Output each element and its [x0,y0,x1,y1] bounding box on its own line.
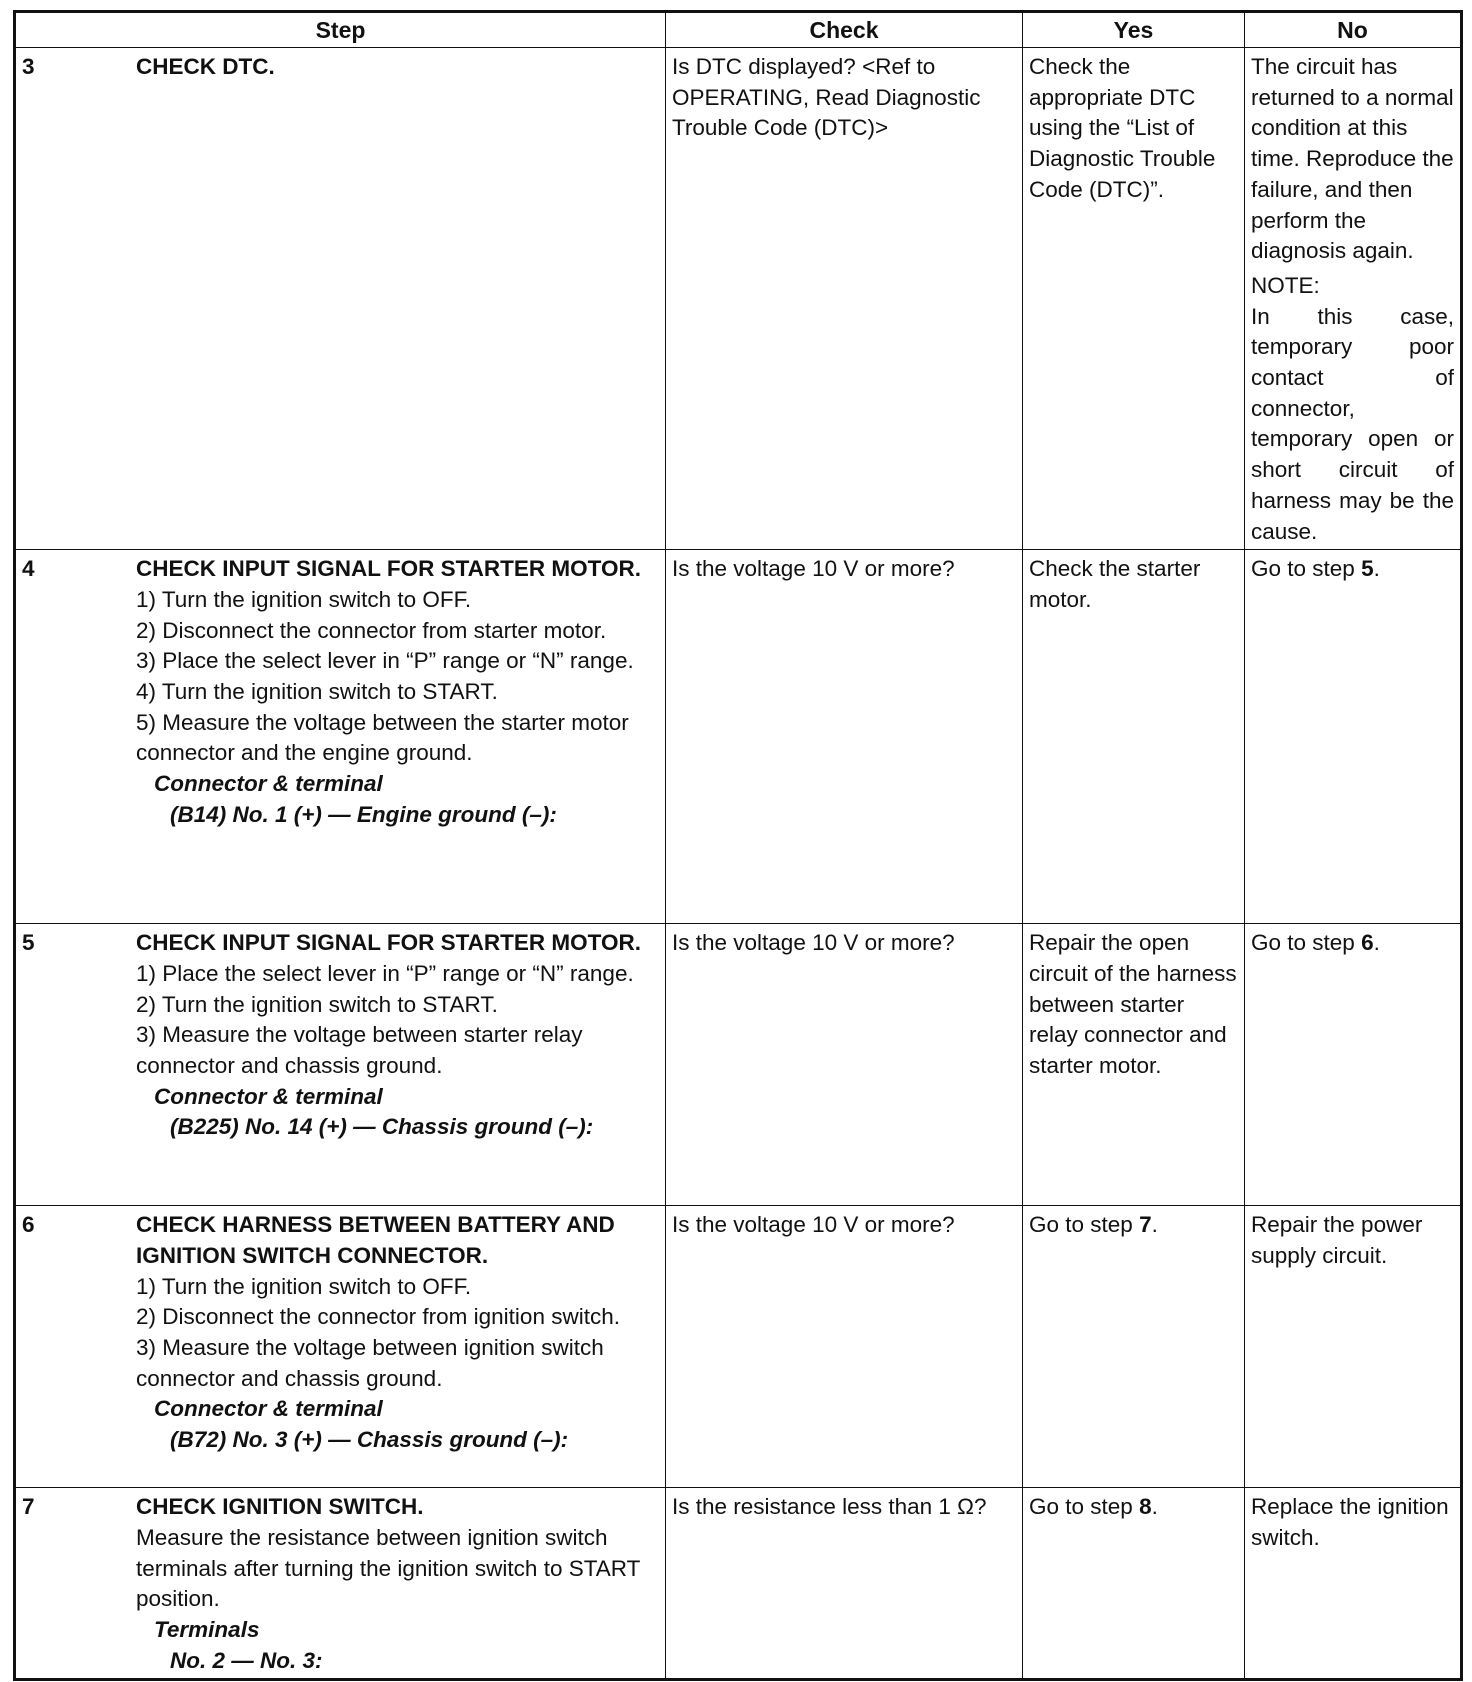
table-row [15,924,1462,1206]
step-instruction: 3) Measure the voltage between starter relay connector and chassis ground. [136,1022,583,1079]
connector-label: Terminals [154,1617,260,1643]
step-title: CHECK INPUT SIGNAL FOR STARTER MOTOR. [136,930,642,956]
check-cell: Is the voltage 10 V or more? [666,550,1023,924]
step-instruction: 1) Place the select lever in “P” range or “N” range. [136,960,634,986]
step-title: CHECK IGNITION SWITCH. [136,1494,424,1520]
step-instruction: 3) Measure the voltage between ignition switch connector and chassis ground. [136,1335,604,1391]
connector-value: (B14) No. 1 (+) — Engine ground (–): [170,801,557,827]
step-instruction: 2) Disconnect the connector from starter motor. [136,617,607,643]
step-number: 7 [22,1494,35,1520]
no-text: The circuit has returned to a normal condition at this time. Reproduce the failure, and then perform the diagnosis again. [1251,54,1454,264]
diagnostic-table [13,10,1463,1681]
step-reference: 7 [1139,1212,1152,1238]
no-cell: Replace the ignition switch. [1245,1488,1462,1680]
header-check: Check [666,12,1023,48]
connector-value: (B225) No. 14 (+) — Chassis ground (–): [170,1114,594,1140]
connector-label: Connector & terminal [154,1083,383,1109]
header-row [15,12,1462,48]
check-cell: Is the voltage 10 V or more? [666,1206,1023,1488]
table-row [15,48,1462,550]
step-instruction: 5) Measure the voltage between the starter motor connector and the engine ground. [136,709,629,766]
yes-cell: Check the starter motor. [1023,550,1245,924]
header-yes: Yes [1023,12,1245,48]
step-instruction: 2) Disconnect the connector from ignition switch. [136,1304,620,1330]
step-cell [15,550,666,924]
connector-label: Connector & terminal [154,771,383,797]
note-label: NOTE: [1251,272,1320,298]
no-suffix: . [1373,556,1380,582]
table-row [15,550,1462,924]
check-cell: Is the resistance less than 1 Ω? [666,1488,1023,1680]
yes-cell: Check the appropriate DTC using the “List of Diagnostic Trouble Code (DTC)”. [1023,48,1245,550]
yes-cell [1023,1488,1245,1680]
check-cell: Is the voltage 10 V or more? [666,924,1023,1206]
step-cell [15,1488,666,1680]
step-instruction: Measure the resistance between ignition switch terminals after turning the ignition switch to START position. [136,1524,640,1612]
note-text: In this case, temporary poor contact of connector, temporary open or short circuit of harness may be the cause. [1251,303,1454,544]
yes-cell [1023,1206,1245,1488]
no-cell [1245,924,1462,1206]
no-text: Go to step [1251,930,1362,956]
yes-text: Go to step [1029,1494,1140,1520]
no-cell: Repair the power supply circuit. [1245,1206,1462,1488]
connector-label: Connector & terminal [154,1396,383,1422]
step-reference: 8 [1139,1494,1152,1520]
step-number: 4 [22,556,35,582]
no-cell [1245,48,1462,550]
no-text: Go to step [1251,556,1362,582]
step-title: CHECK INPUT SIGNAL FOR STARTER MOTOR. [136,556,642,582]
connector-value: No. 2 — No. 3: [170,1647,323,1673]
table-row [15,1488,1462,1680]
step-reference: 5 [1361,556,1374,582]
connector-value: (B72) No. 3 (+) — Chassis ground (–): [170,1427,569,1453]
step-cell [15,48,666,550]
step-cell [15,1206,666,1488]
header-step: Step [15,12,666,48]
step-instruction: 3) Place the select lever in “P” range or “N” range. [136,648,634,674]
step-number: 3 [22,54,35,79]
step-title: CHECK DTC. [136,54,275,79]
table-row [15,1206,1462,1488]
check-cell: Is DTC displayed? <Ref to OPERATING, Read Diagnostic Trouble Code (DTC)> [666,48,1023,550]
yes-suffix: . [1151,1212,1158,1238]
step-instruction: 4) Turn the ignition switch to START. [136,679,498,705]
no-cell [1245,550,1462,924]
step-reference: 6 [1361,930,1374,956]
step-instruction: 1) Turn the ignition switch to OFF. [136,1273,472,1299]
yes-suffix: . [1151,1494,1158,1520]
yes-text: Go to step [1029,1212,1140,1238]
step-instruction: 2) Turn the ignition switch to START. [136,991,498,1017]
step-instruction: 1) Turn the ignition switch to OFF. [136,586,472,612]
step-number: 5 [22,930,35,956]
yes-cell: Repair the open circuit of the harness between starter relay connector and starter motor. [1023,924,1245,1206]
step-number: 6 [22,1212,35,1238]
step-cell [15,924,666,1206]
header-no: No [1245,12,1462,48]
step-title: CHECK HARNESS BETWEEN BATTERY AND IGNITION SWITCH CONNECTOR. [136,1212,615,1268]
no-suffix: . [1373,930,1380,956]
